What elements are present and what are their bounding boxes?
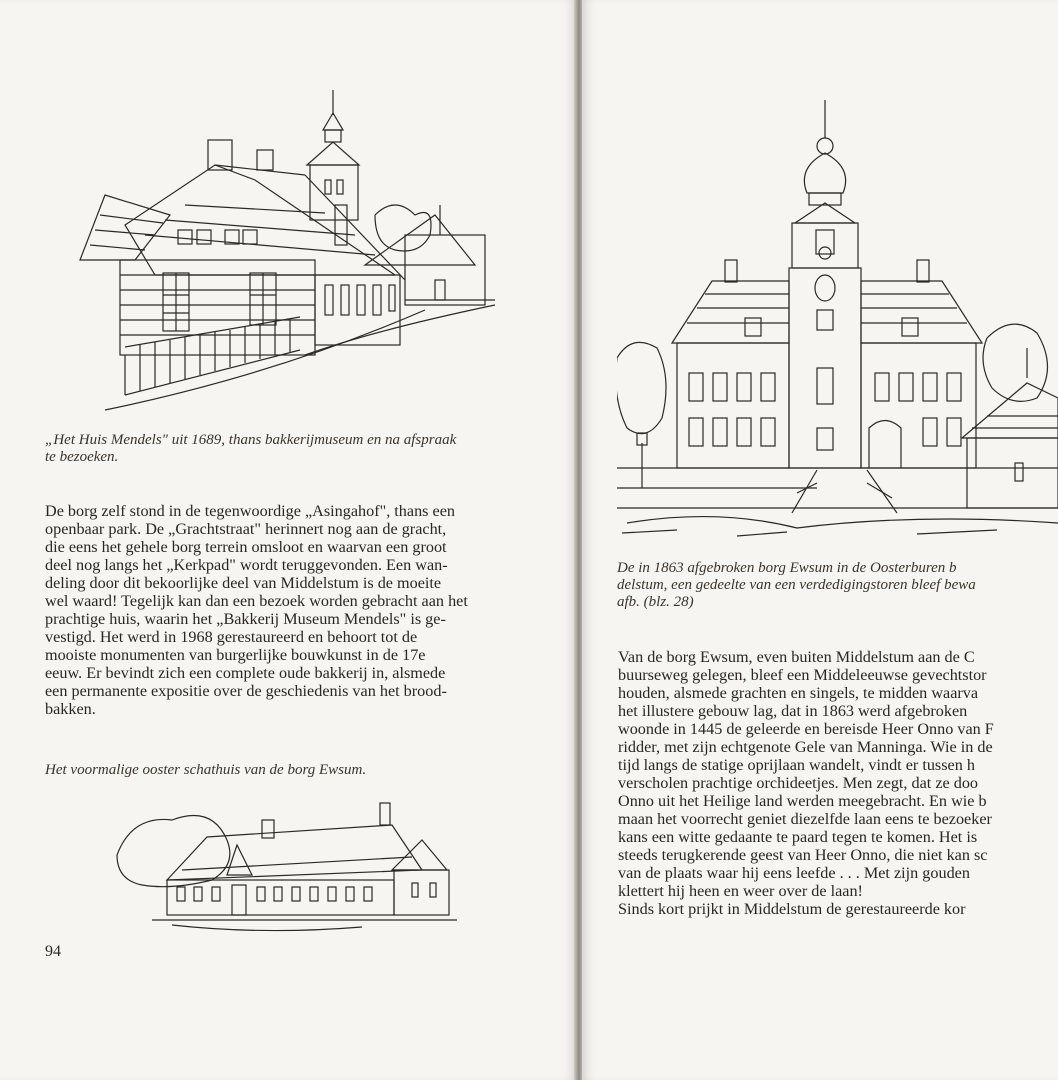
text-line: houden, alsmede grachten en singels, te midden waarva <box>618 684 979 702</box>
illustration-schathuis <box>112 795 472 945</box>
text-line: De borg zelf stond in de tegenwoordige „Asingahof", thans een <box>45 502 455 520</box>
text-line: bakken. <box>45 700 96 718</box>
text-line: verscholen prachtige orchideetjes. Men zegt, dat ze doo <box>618 774 979 792</box>
text-line: deling door dit bekoorlijke deel van Middelstum is de moeite <box>45 574 442 592</box>
text-line: die eens het gehele borg terrein omsloot en waarvan een groot <box>45 538 447 556</box>
caption-huis-mendels <box>45 432 545 466</box>
text-line: wel waard! Tegelijk kan dan een bezoek worden gebracht aan het <box>45 592 468 610</box>
right-page <box>582 0 1058 1080</box>
caption-line: delstum, een gedeelte van een verdedigingstoren bleef bewa <box>617 577 976 593</box>
text-line: buurseweg gelegen, bleef een Middeleeuwse gevechtstor <box>618 666 987 684</box>
text-line: eeuw. Er bevindt zich een complete oude bakkerij in, alsmede <box>45 664 446 682</box>
text-line: openbaar park. De „Grachtstraat" herinnert nog aan de gracht, <box>45 520 447 538</box>
text-line: tijd langs de statige oprijlaan wandelt, vindt er tussen h <box>618 756 975 774</box>
text-line: woonde in 1445 de geleerde en bereisde Heer Onno van F <box>618 720 994 738</box>
left-paragraph <box>45 502 531 718</box>
text-line: Van de borg Ewsum, even buiten Middelstum aan de C <box>618 648 975 666</box>
caption-line: afb. (blz. 28) <box>617 594 694 610</box>
caption-line: te bezoeken. <box>45 449 119 465</box>
text-line: steeds terugkerende geest van Heer Onno, die niet kan sc <box>618 846 988 864</box>
text-line: mooiste monumenten van burgerlijke bouwkunst in de 17e <box>45 646 426 664</box>
text-line: Sinds kort prijkt in Middelstum de gerestaureerde kor <box>618 900 966 918</box>
text-line: een permanente expositie over de geschiedenis van het brood- <box>45 682 447 700</box>
text-line: het illustere gebouw lag, dat in 1863 werd afgebroken <box>618 702 968 720</box>
illustration-huis-mendels <box>75 85 505 415</box>
text-line: klettert hij heen en weer over de laan! <box>618 882 863 900</box>
text-line: prachtige huis, waarin het „Bakkerij Museum Mendels" is ge- <box>45 610 446 628</box>
caption-line: „Het Huis Mendels" uit 1689, thans bakkerijmuseum en na afspraak <box>45 432 457 448</box>
text-line: vestigd. Het werd in 1968 gerestaureerd en behoort tot de <box>45 628 418 646</box>
page-number: 94 <box>45 943 61 960</box>
text-line: ridder, met zijn echtgenote Gele van Manninga. Wie in de <box>618 738 993 756</box>
caption-line: De in 1863 afgebroken borg Ewsum in de Oosterburen b <box>617 560 957 576</box>
text-line: deel nog langs het „Kerkpad" wordt teruggevonden. Een wan- <box>45 556 448 574</box>
illustration-borg-ewsum <box>617 98 1058 543</box>
text-line: van de plaats waar hij eens leefde . . . Met zijn gouden <box>618 864 970 882</box>
right-paragraph <box>618 648 1058 918</box>
text-line: maan het voorrecht geniet diezelfde laan eens te bezoeker <box>618 810 992 828</box>
text-line: Onno uit het Heilige land werden meegebracht. En wie b <box>618 792 987 810</box>
caption-schathuis: Het voormalige ooster schathuis van de borg Ewsum. <box>45 762 367 778</box>
text-line: kans een witte gedaante te paard tegen te komen. Het is <box>618 828 978 846</box>
caption-borg-ewsum <box>617 560 1058 611</box>
